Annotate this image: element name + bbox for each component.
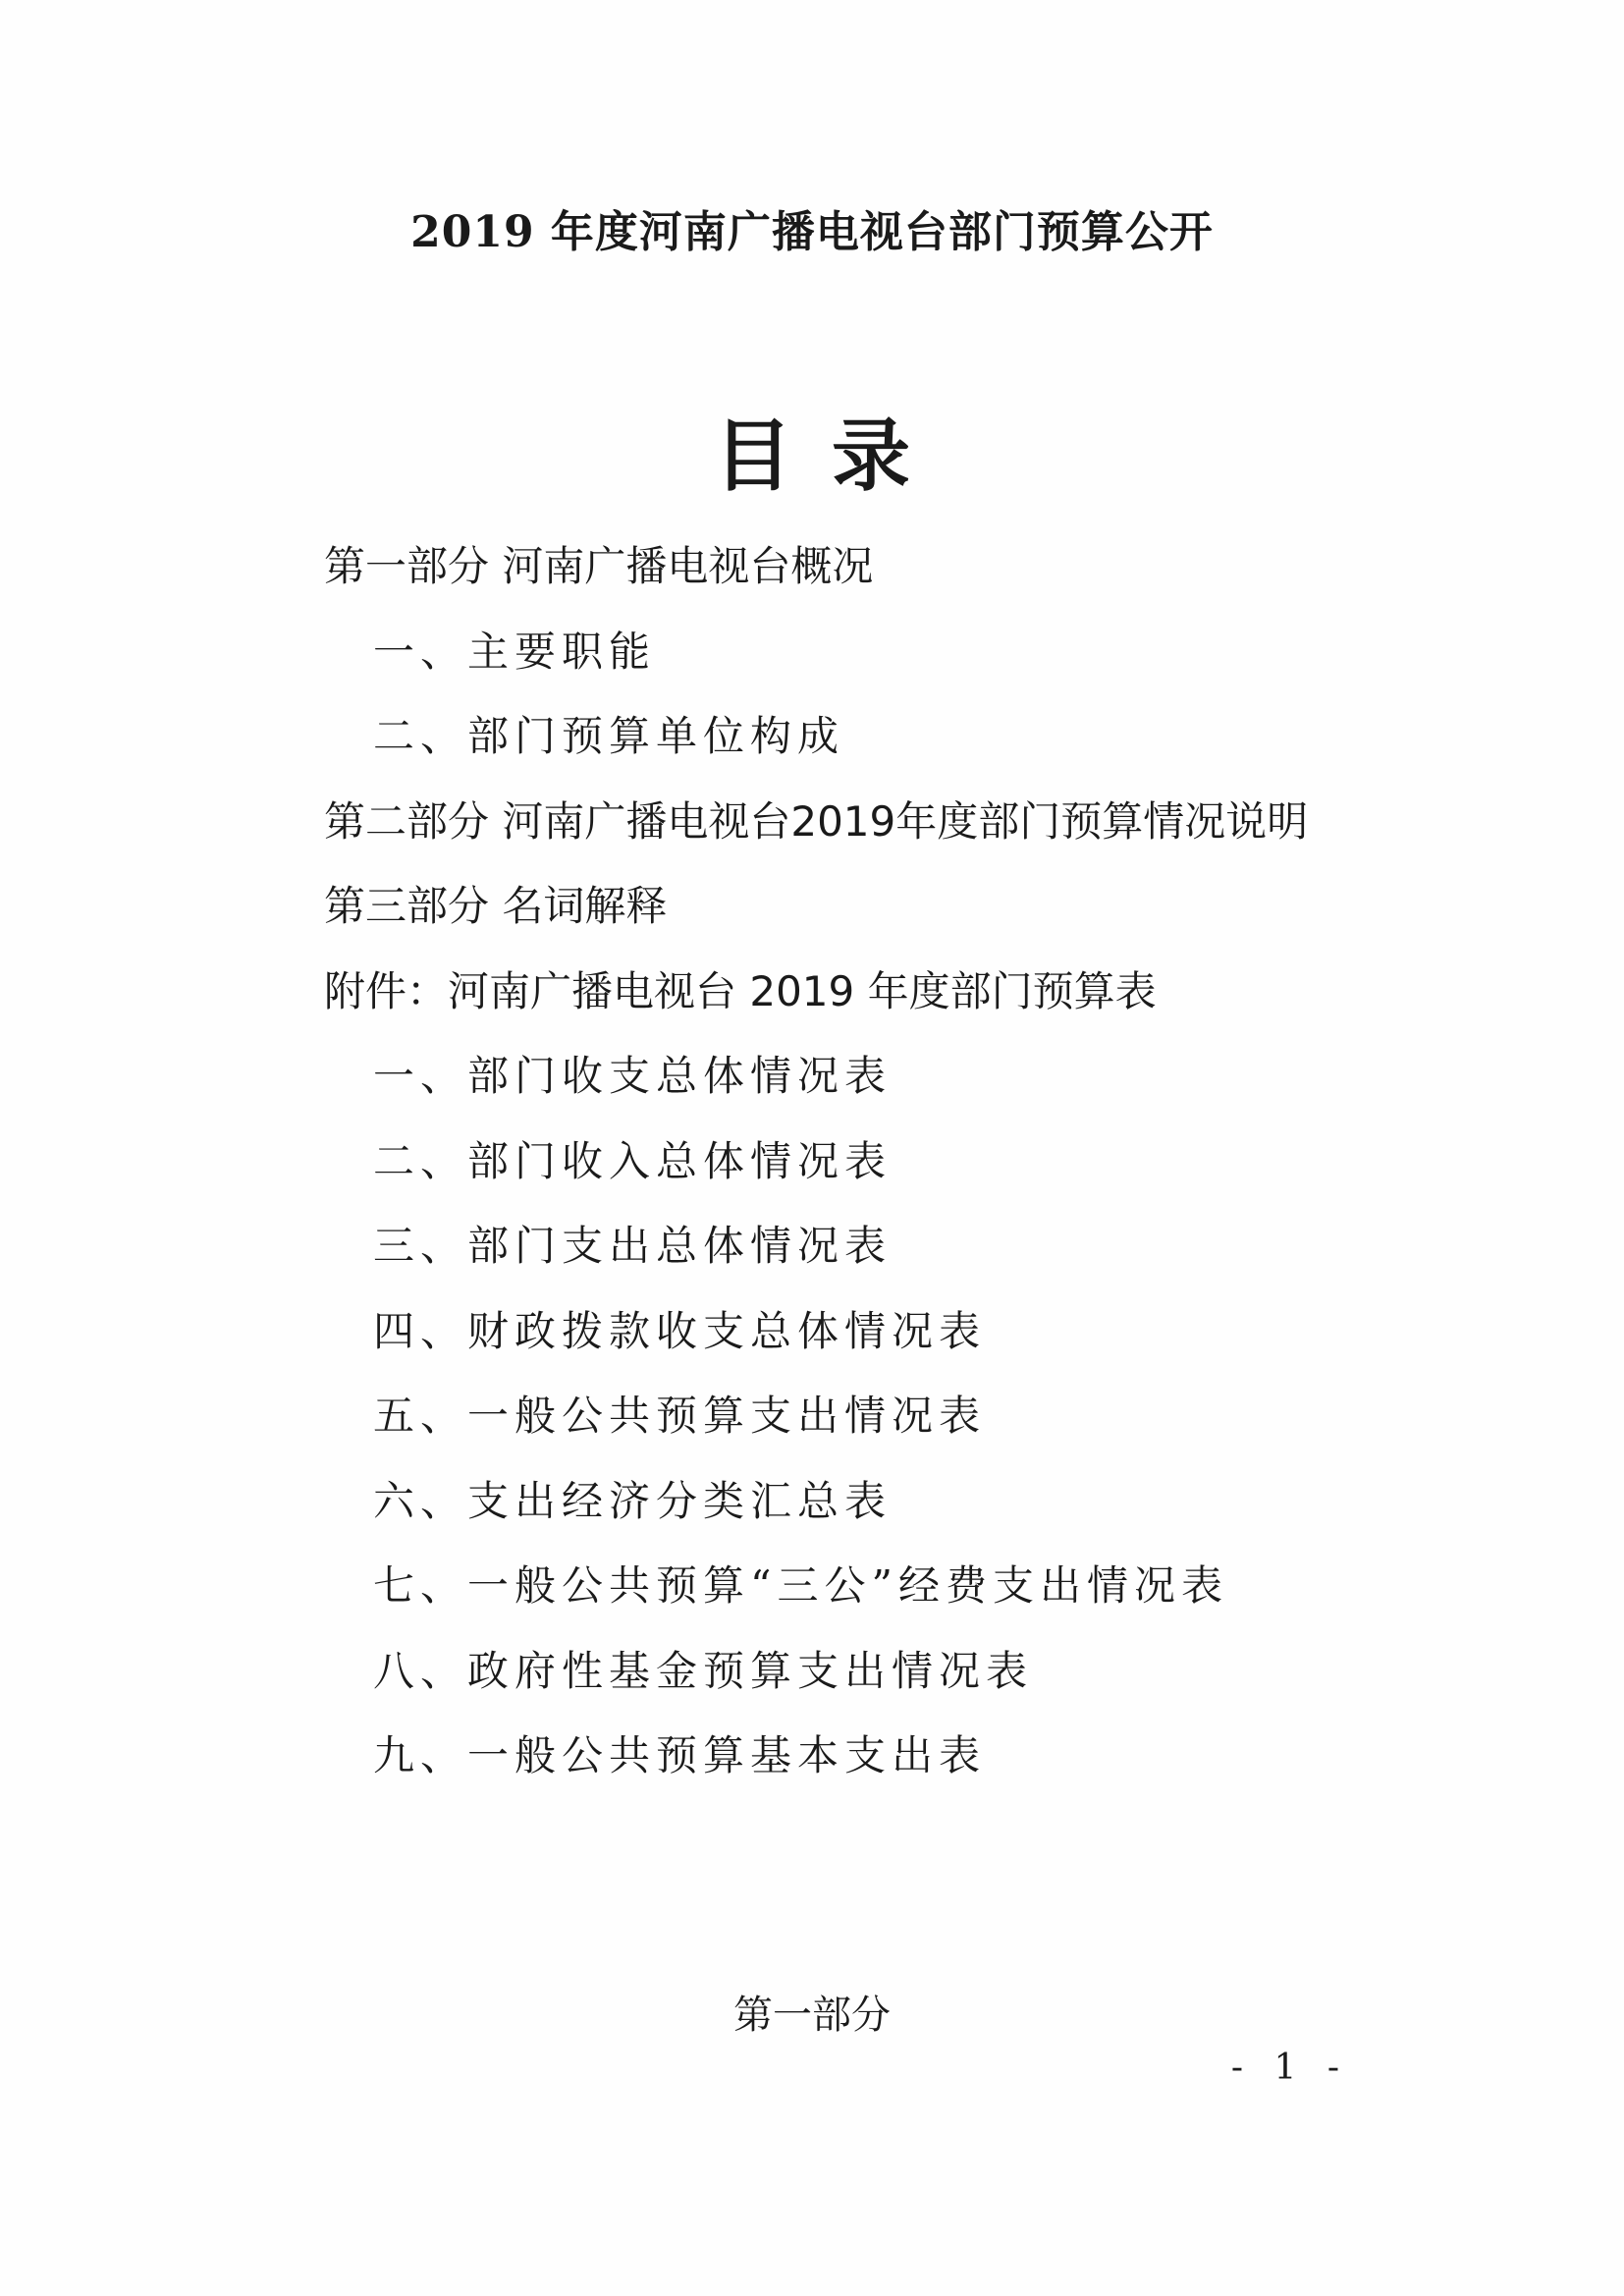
- toc-item-table-5: 五、一般公共预算支出情况表: [373, 1392, 987, 1440]
- toc-heading: 目录: [714, 410, 949, 502]
- page-number: - 1 -: [1230, 2048, 1349, 2088]
- toc-item-main-functions: 一、主要职能: [373, 627, 657, 676]
- toc-item-attachment: 附件：河南广播电视台 2019 年度部门预算表: [324, 966, 1157, 1015]
- toc-item-table-2: 二、部门收入总体情况表: [373, 1136, 893, 1185]
- section-label: 第一部分: [733, 1993, 891, 2038]
- toc-item-budget-units: 二、部门预算单位构成: [373, 712, 845, 760]
- toc-item-table-1: 一、部门收支总体情况表: [373, 1052, 893, 1100]
- table-of-contents: [324, 537, 1404, 1812]
- toc-item-table-7: 七、一般公共预算“三公”经费支出情况表: [373, 1561, 1228, 1610]
- toc-item-part-3: 第三部分 名词解释: [324, 882, 668, 930]
- document-title: 2019 年度河南广播电视台部门预算公开: [410, 207, 1214, 257]
- toc-item-part-1: 第一部分 河南广播电视台概况: [324, 542, 874, 590]
- toc-item-table-8: 八、政府性基金预算支出情况表: [373, 1646, 1034, 1695]
- toc-item-table-9: 九、一般公共预算基本支出表: [373, 1731, 987, 1779]
- toc-item-part-2: 第二部分 河南广播电视台2019年度部门预算情况说明: [324, 796, 1309, 846]
- toc-item-table-3: 三、部门支出总体情况表: [373, 1222, 893, 1270]
- toc-item-table-4: 四、财政拨款收支总体情况表: [373, 1306, 987, 1355]
- toc-item-table-6: 六、支出经济分类汇总表: [373, 1476, 893, 1525]
